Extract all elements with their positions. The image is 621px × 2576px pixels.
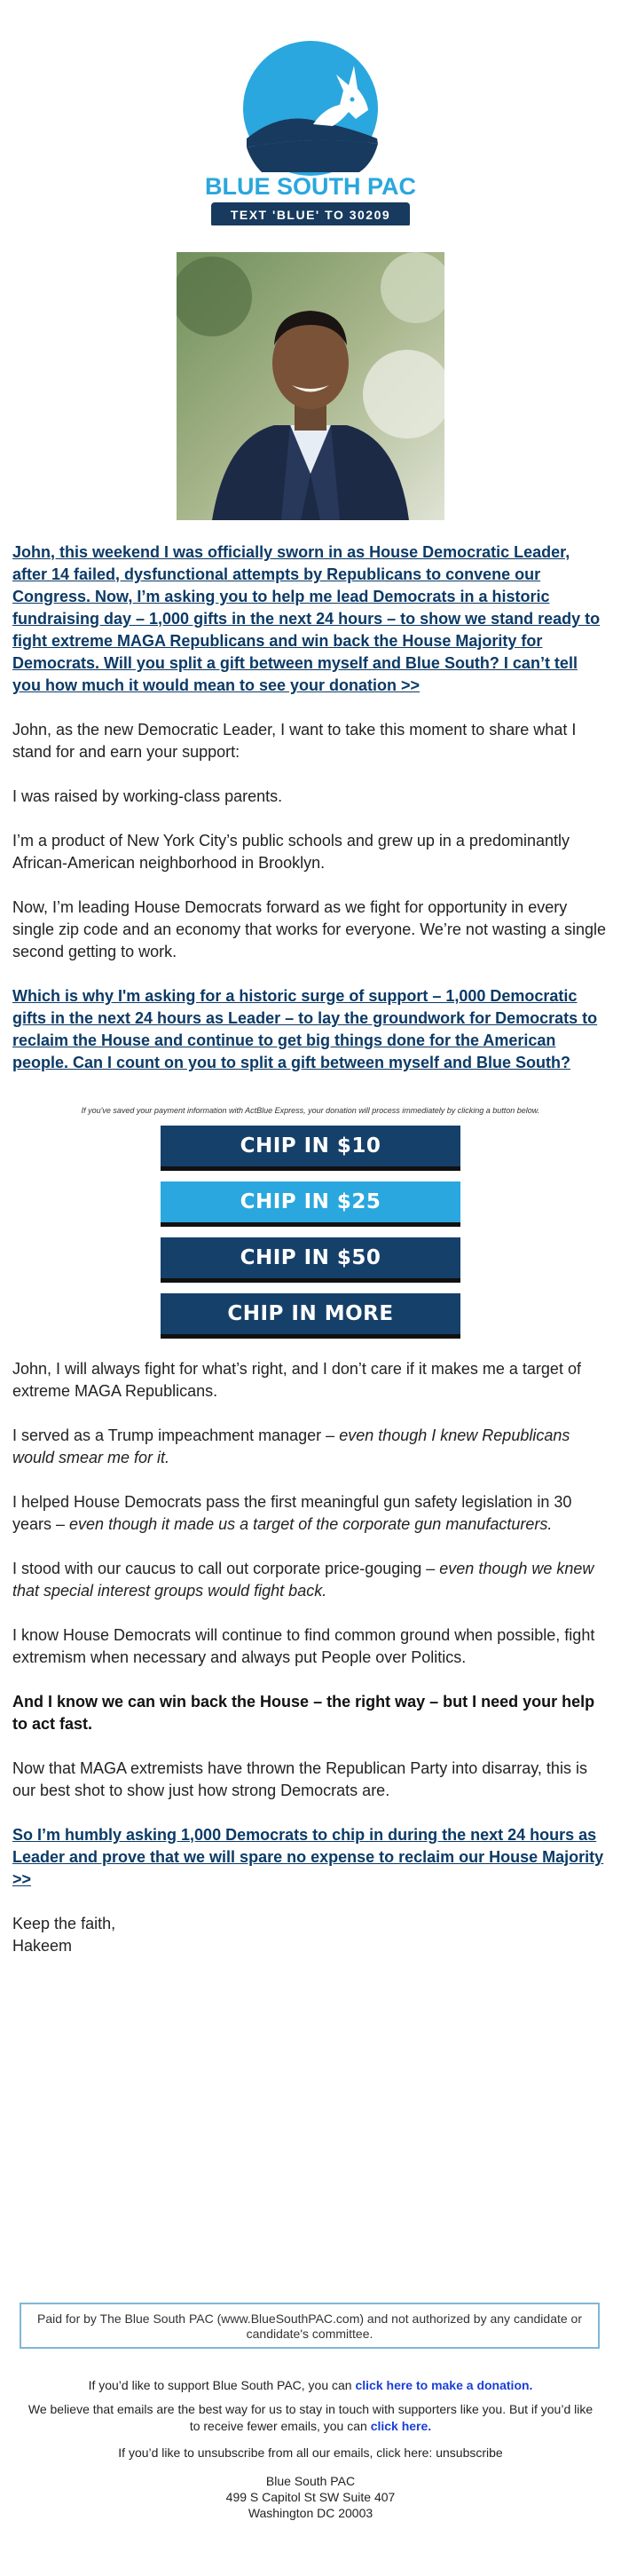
support-text: If you’d like to support Blue South PAC, you can	[88, 2378, 356, 2392]
chip-in-10-button[interactable]: CHIP IN $10	[161, 1126, 460, 1171]
fewer-emails-link[interactable]: click here.	[370, 2419, 432, 2433]
address-street: 499 S Capitol St SW Suite 407	[225, 2490, 396, 2504]
signoff-name: Hakeem	[12, 1937, 73, 1955]
email-page	[0, 39, 621, 2520]
paid-for-disclaimer: Paid for by The Blue South PAC (www.BlueSouthPAC.com) and not authorized by any candidate or candidate's committee.	[20, 2303, 600, 2349]
paragraph-common-ground: I know House Democrats will continue to find common ground when possible, fight extremism when necessary and always put People over Politics.	[12, 1626, 595, 1666]
make-donation-link[interactable]: click here to make a donation.	[355, 2378, 533, 2392]
actblue-express-note: If you've saved your payment information with ActBlue Express, your donation will process immediately by clicking a button below.	[81, 1106, 540, 1115]
impeachment-text: I served as a Trump impeachment manager –	[12, 1426, 340, 1444]
unsubscribe-link[interactable]: unsubscribe	[436, 2446, 503, 2460]
paragraph-schools: I’m a product of New York City’s public schools and grew up in a predominantly African-American neighborhood in Brooklyn.	[12, 832, 570, 872]
email-body	[0, 541, 621, 1957]
donation-buttons	[161, 1126, 460, 1339]
chip-in-50-button[interactable]: CHIP IN $50	[161, 1237, 460, 1283]
signoff-line: Keep the faith,	[12, 1915, 116, 1932]
address-org: Blue South PAC	[265, 2474, 356, 2488]
fewer-emails-text: We believe that emails are the best way for us to stay in touch with supporters like you. But if you’d like to receive fewer emails, you can	[28, 2402, 593, 2433]
surge-donate-link[interactable]: Which is why I'm asking for a historic surge of support – 1,000 Democratic gifts in the next 24 hours as Leader – to lay the groundwork for Democrats to reclaim the House and continue to get big things done for the American people. Can I count on you to split a gift between myself and Blue South?	[12, 987, 598, 1071]
org-name: BLUE SOUTH PAC	[204, 173, 417, 200]
paragraph-gun-safety	[12, 1491, 609, 1536]
gun-safety-aside: even though it made us a target of the corporate gun manufacturers.	[69, 1515, 553, 1533]
closing-donate-link[interactable]: So I’m humbly asking 1,000 Democrats to chip in during the next 24 hours as Leader and prove that we will spare no expense to reclaim our House Majority >>	[12, 1826, 604, 1888]
address-city: Washington DC 20003	[248, 2506, 373, 2520]
paragraph-fight: John, I will always fight for what’s right, and I don’t care if it makes me a target of extreme MAGA Republicans.	[12, 1360, 581, 1400]
unsubscribe-text: If you’d like to unsubscribe from all our emails, click here:	[118, 2446, 436, 2460]
paragraph-impeachment	[12, 1425, 609, 1469]
unsubscribe-line	[0, 2445, 621, 2461]
leader-portrait	[177, 252, 444, 520]
paragraph-win-back: And I know we can win back the House – the right way – but I need your help to act fast.	[12, 1693, 595, 1733]
chip-in-more-button[interactable]: CHIP IN MORE	[161, 1293, 460, 1339]
chip-in-25-button[interactable]: CHIP IN $25	[161, 1181, 460, 1227]
support-line	[0, 2377, 621, 2394]
price-gouging-aside: even though we knew that special interest groups would fight back.	[12, 1560, 594, 1600]
price-gouging-text: I stood with our caucus to call out corporate price-gouging –	[12, 1560, 440, 1577]
text-blue-banner: TEXT 'BLUE' TO 30209	[230, 208, 391, 222]
intro-donate-link[interactable]: John, this weekend I was officially sworn in as House Democratic Leader, after 14 failed, dysfunctional attempts by Republicans to convene our Congress. Now, I’m asking you to help me lead Democrats in a historic fundraising day – 1,000 gifts in the next 24 hours – to show we stand ready to fight extreme MAGA Republicans and win back the House Majority for Democrats. Will you split a gift between myself and Blue South? I can’t tell you how much it would mean to see your donation >>	[12, 543, 601, 694]
paragraph-price-gouging	[12, 1558, 609, 1602]
fewer-emails-line	[0, 2401, 621, 2435]
paragraph-new-leader: John, as the new Democratic Leader, I want to take this moment to share what I stand for and earn your support:	[12, 721, 577, 761]
impeachment-aside: even though I knew Republicans would smear me for it.	[12, 1426, 570, 1466]
gun-safety-text: I helped House Democrats pass the first meaningful gun safety legislation in 30 years –	[12, 1493, 572, 1533]
paragraph-leading: Now, I’m leading House Democrats forward as we fight for opportunity in every single zip code and an economy that works for everyone. We’re not wasting a single second getting to work.	[12, 898, 607, 960]
paragraph-disarray: Now that MAGA extremists have thrown the Republican Party into disarray, this is our best shot to show just how strong Democrats are.	[12, 1759, 587, 1799]
blue-south-logo[interactable]	[191, 39, 430, 225]
paragraph-parents: I was raised by working-class parents.	[12, 787, 283, 805]
